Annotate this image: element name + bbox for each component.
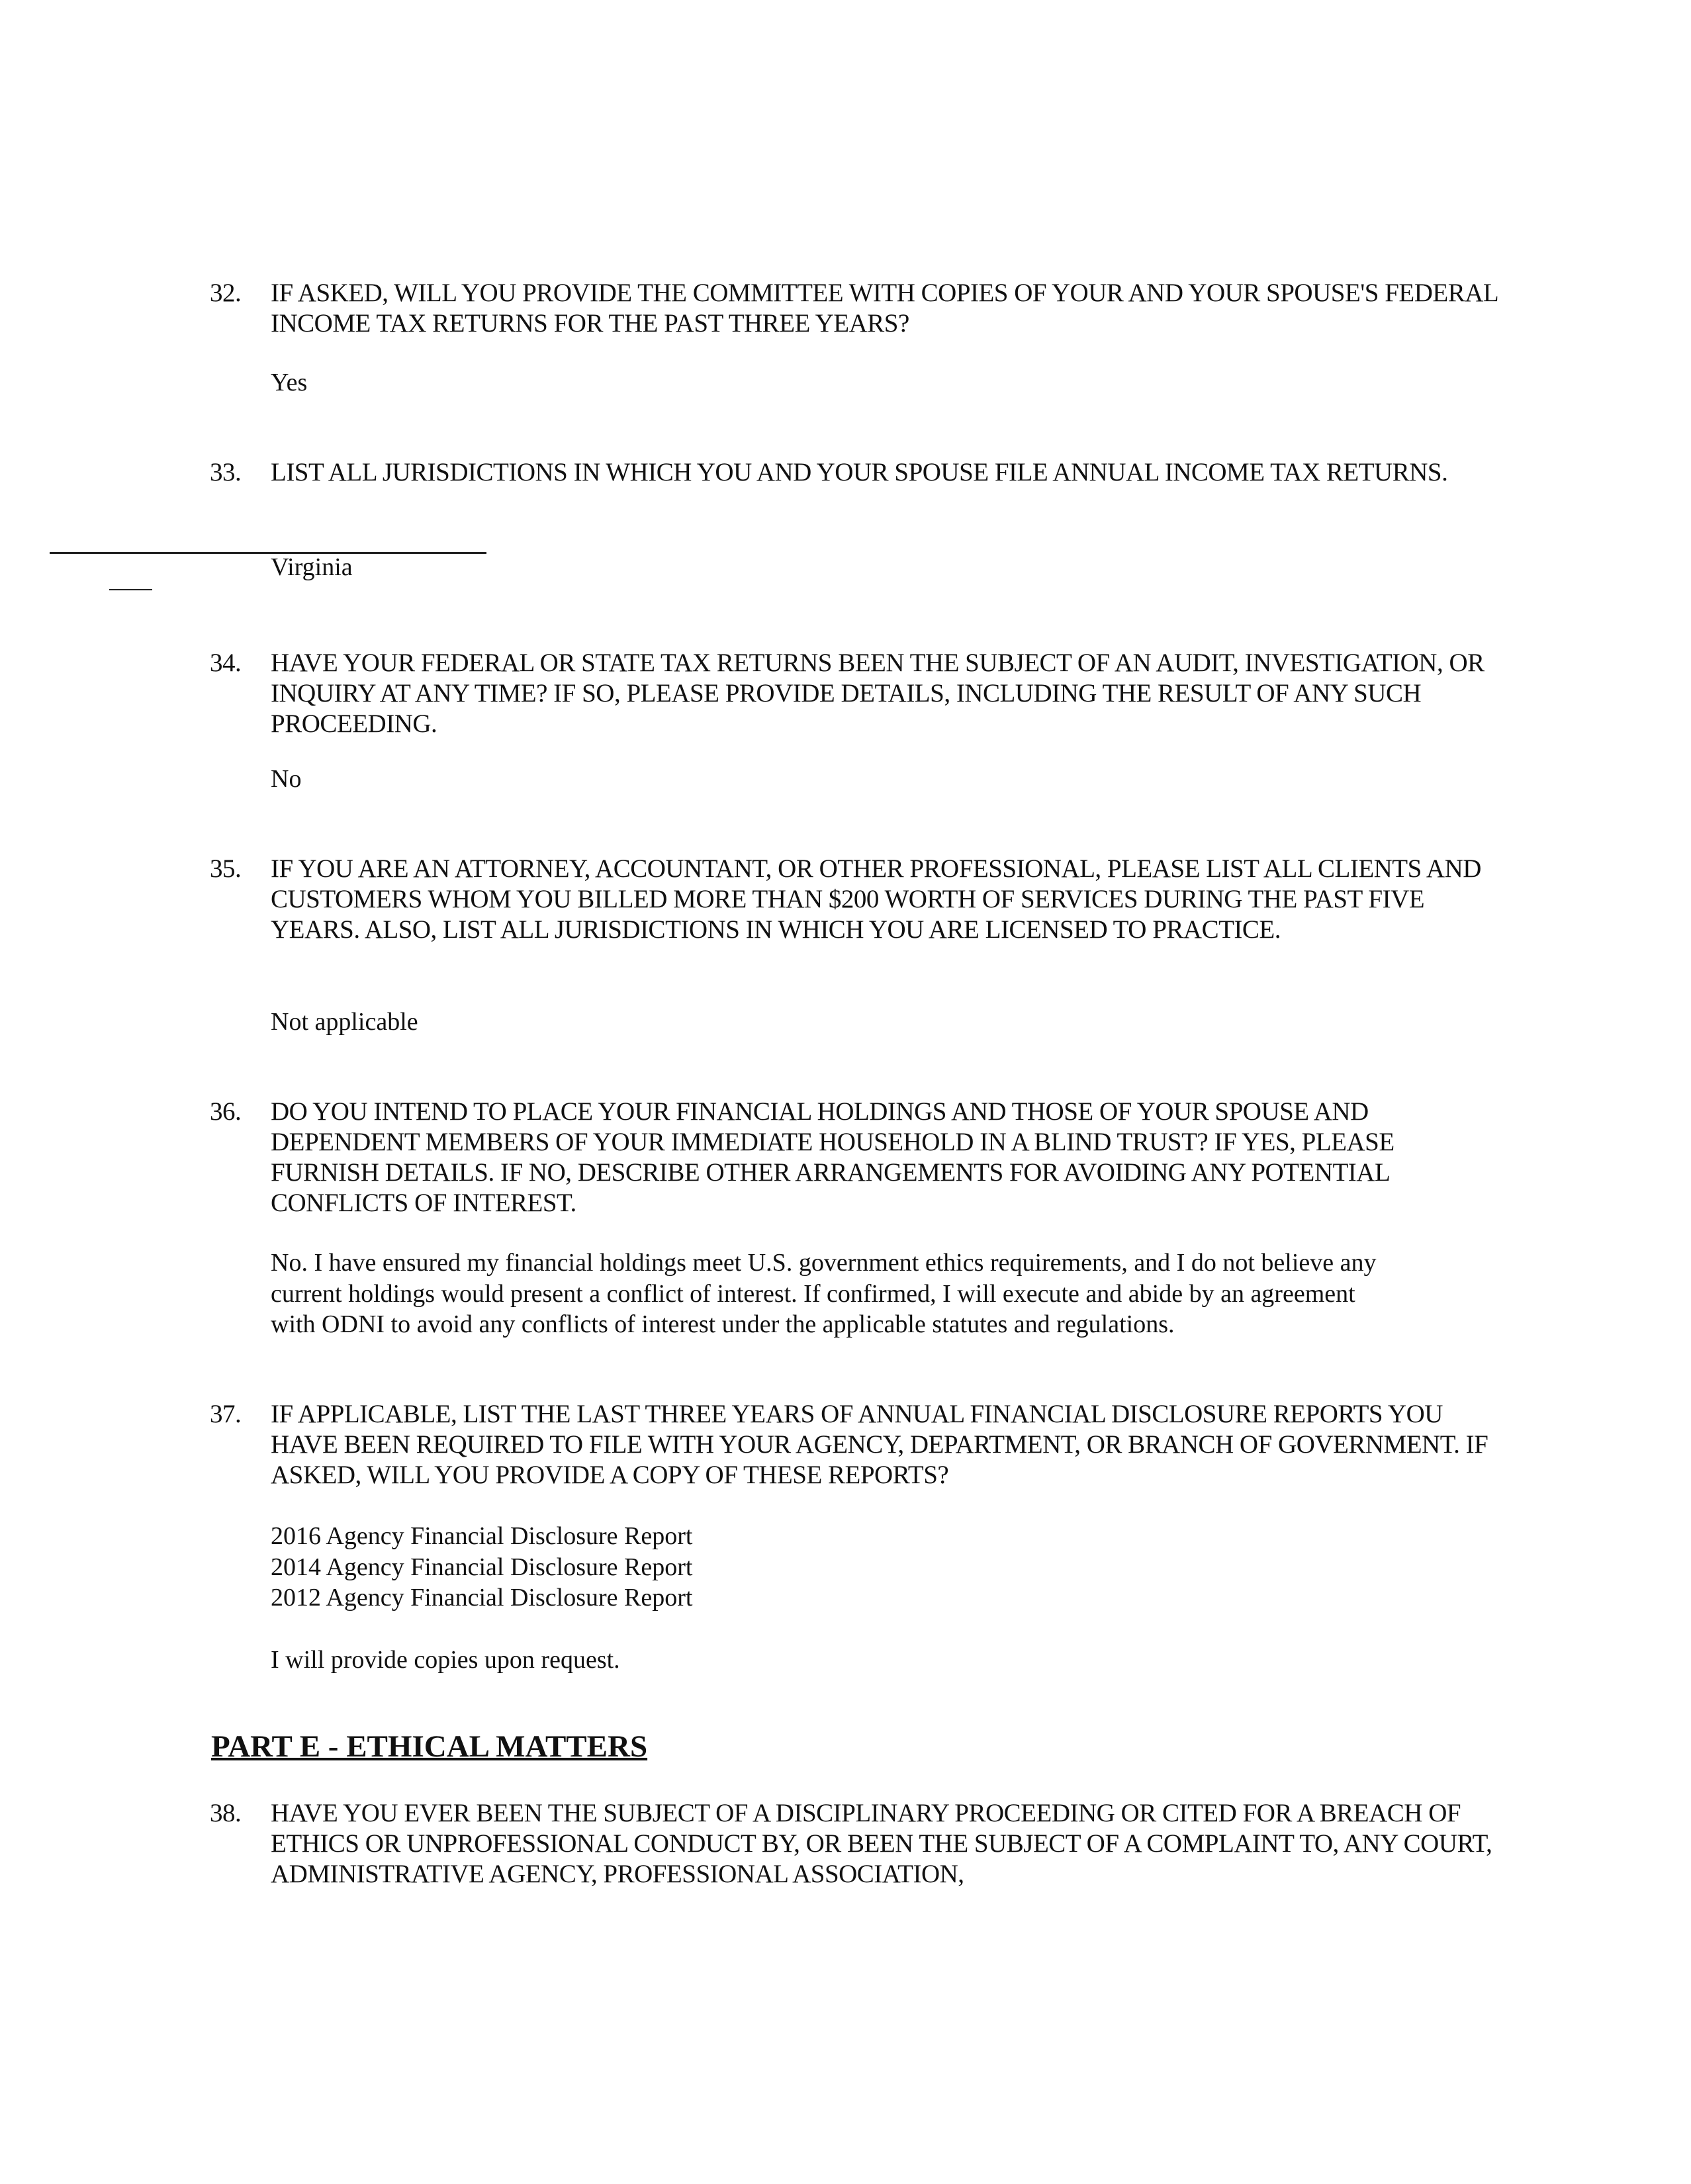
answer-line: Not applicable: [271, 1008, 418, 1036]
answer-line: No. I have ensured my financial holdings meet U.S. government ethics requirements, and I do not believe any: [271, 1249, 1377, 1277]
question-number: 36.: [210, 1097, 242, 1126]
question-text: HAVE YOU EVER BEEN THE SUBJECT OF A DISCIPLINARY PROCEEDING OR CITED FOR A BREACH OF ETHICS OR UNPROFESSIONAL CONDUCT BY, OR BEEN THE SUBJECT OF A COMPLAINT TO, ANY COURT, ADMINISTRATIVE AGENCY, PROFESSIONAL ASSOCIATION,: [271, 1799, 1492, 1888]
part-e-heading: PART E - ETHICAL MATTERS: [211, 1729, 648, 1764]
question-34: [210, 648, 1500, 739]
answer-line: I will provide copies upon request.: [271, 1646, 620, 1674]
question-37: [210, 1399, 1500, 1490]
scan-artifact-line: [109, 589, 152, 590]
question-number: 33.: [210, 458, 242, 486]
answer-line: with ODNI to avoid any conflicts of interest under the applicable statutes and regulations.: [271, 1310, 1175, 1338]
answer-33: [271, 552, 1475, 583]
question-text: IF ASKED, WILL YOU PROVIDE THE COMMITTEE WITH COPIES OF YOUR AND YOUR SPOUSE'S FEDERAL INCOME TAX RETURNS FOR THE PAST THREE YEARS?: [271, 279, 1498, 338]
question-text: HAVE YOUR FEDERAL OR STATE TAX RETURNS BEEN THE SUBJECT OF AN AUDIT, INVESTIGATION, OR INQUIRY AT ANY TIME? IF SO, PLEASE PROVIDE DETAILS, INCLUDING THE RESULT OF ANY SUCH PROCEEDING.: [271, 649, 1485, 738]
question-text: IF APPLICABLE, LIST THE LAST THREE YEARS OF ANNUAL FINANCIAL DISCLOSURE REPORTS YOU HAVE BEEN REQUIRED TO FILE WITH YOUR AGENCY, DEPARTMENT, OR BRANCH OF GOVERNMENT. IF ASKED, WILL YOU PROVIDE A COPY OF THESE REPORTS?: [271, 1400, 1488, 1489]
report-item: 2016 Agency Financial Disclosure Report: [271, 1522, 693, 1550]
answer-37-reports: [271, 1521, 1475, 1614]
question-32: [210, 278, 1500, 339]
question-number: 35.: [210, 854, 242, 883]
question-text: IF YOU ARE AN ATTORNEY, ACCOUNTANT, OR OTHER PROFESSIONAL, PLEASE LIST ALL CLIENTS AND CUSTOMERS WHOM YOU BILLED MORE THAN $200 WORTH OF SERVICES DURING THE PAST FIVE YEARS. ALSO, LIST ALL JURISDICTIONS IN WHICH YOU ARE LICENSED TO PRACTICE.: [271, 854, 1481, 944]
question-35: [210, 854, 1500, 945]
question-text: LIST ALL JURISDICTIONS IN WHICH YOU AND YOUR SPOUSE FILE ANNUAL INCOME TAX RETURNS.: [271, 458, 1448, 486]
answer-line: No: [271, 765, 302, 793]
answer-34: [271, 764, 1475, 795]
report-item: 2012 Agency Financial Disclosure Report: [271, 1584, 693, 1612]
question-33: [210, 457, 1500, 488]
answer-32: [271, 367, 1475, 398]
answer-line: Yes: [271, 369, 308, 396]
answer-line: Virginia: [271, 553, 353, 581]
question-38: [210, 1798, 1500, 1889]
question-number: 34.: [210, 649, 242, 677]
question-number: 38.: [210, 1799, 242, 1827]
report-item: 2014 Agency Financial Disclosure Report: [271, 1553, 693, 1581]
answer-line: current holdings would present a conflict of interest. If confirmed, I will execute and abide by an agreement: [271, 1279, 1355, 1308]
question-text: DO YOU INTEND TO PLACE YOUR FINANCIAL HOLDINGS AND THOSE OF YOUR SPOUSE AND DEPENDENT MEMBERS OF YOUR IMMEDIATE HOUSEHOLD IN A BLIND TRUST? IF YES, PLEASE FURNISH DETAILS. IF NO, DESCRIBE OTHER ARRANGEMENTS FOR AVOIDING ANY POTENTIAL CONFLICTS OF INTEREST.: [271, 1097, 1394, 1217]
question-36: [210, 1097, 1500, 1218]
question-number: 37.: [210, 1400, 242, 1428]
answer-37-note: [271, 1645, 1475, 1676]
answer-36: [271, 1248, 1475, 1340]
question-number: 32.: [210, 279, 242, 307]
answer-35: [271, 1007, 1475, 1038]
